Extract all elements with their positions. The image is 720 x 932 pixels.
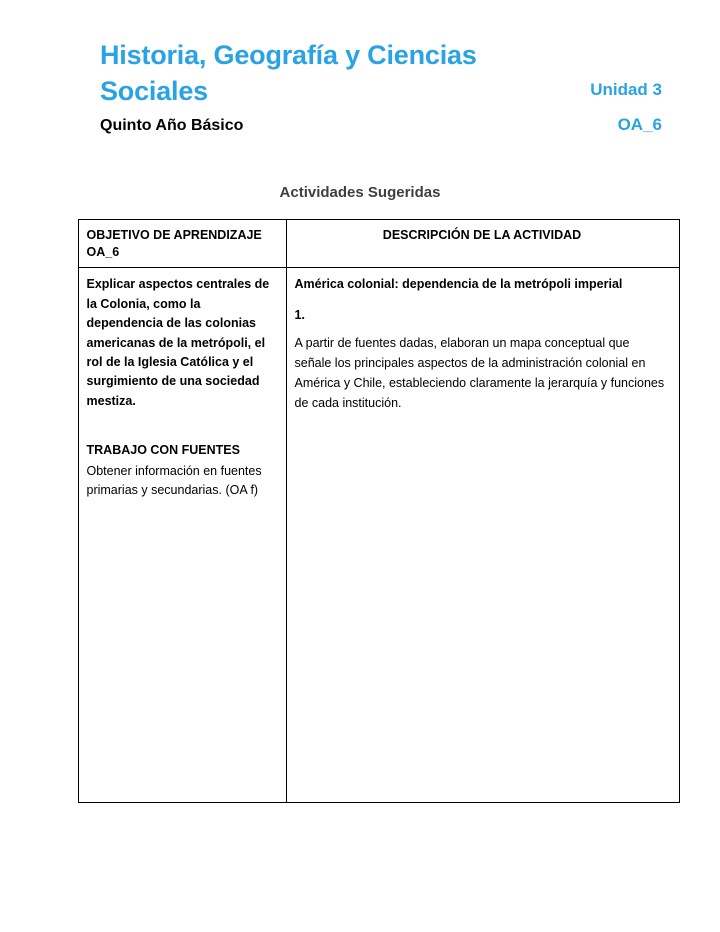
- header-label-objective: OBJETIVO DE APRENDIZAJE OA_6: [86, 227, 262, 259]
- oa-code-label: OA_6: [617, 115, 662, 135]
- document-header: [0, 0, 720, 136]
- skill-title: TRABAJO CON FUENTES: [86, 443, 240, 458]
- unit-block: [542, 38, 662, 100]
- activity-title: América colonial: dependencia de la metrópoli imperial: [294, 277, 623, 292]
- document-subtitle: Quinto Año Básico: [100, 117, 244, 135]
- subtitle-row: [100, 115, 662, 135]
- document-title: Historia, Geografía y Ciencias Sociales: [100, 40, 477, 106]
- table-body-row: [78, 268, 679, 803]
- table-header-cell-objective: [78, 219, 286, 268]
- unit-label: Unidad 3: [590, 80, 662, 99]
- header-row: [100, 38, 662, 109]
- skill-text: Obtener información en fuentes primarias y secundarias. (OA f): [86, 463, 262, 498]
- activity-text: A partir de fuentes dadas, elaboran un mapa conceptual que señale los principales aspectos de la administración colonial en América y Chile, estableciendo claramente la jerarquía y funciones de cada institución.: [294, 336, 665, 411]
- activities-table-wrapper: [78, 219, 665, 804]
- objective-text: Explicar aspectos centrales de la Colonia, como la dependencia de las colonias americanas de la metrópoli, el rol de la Iglesia Católica y el surgimiento de una sociedad mestiza.: [86, 277, 270, 408]
- activity-number: 1.: [294, 308, 305, 323]
- table-cell-description: [286, 268, 679, 803]
- activities-table: [78, 219, 680, 804]
- table-header-row: [78, 219, 679, 268]
- title-block: [100, 38, 542, 109]
- header-label-description: DESCRIPCIÓN DE LA ACTIVIDAD: [382, 227, 582, 242]
- section-heading: Actividades Sugeridas: [279, 183, 441, 201]
- table-cell-objective: [78, 268, 286, 803]
- table-header-cell-description: [286, 219, 679, 268]
